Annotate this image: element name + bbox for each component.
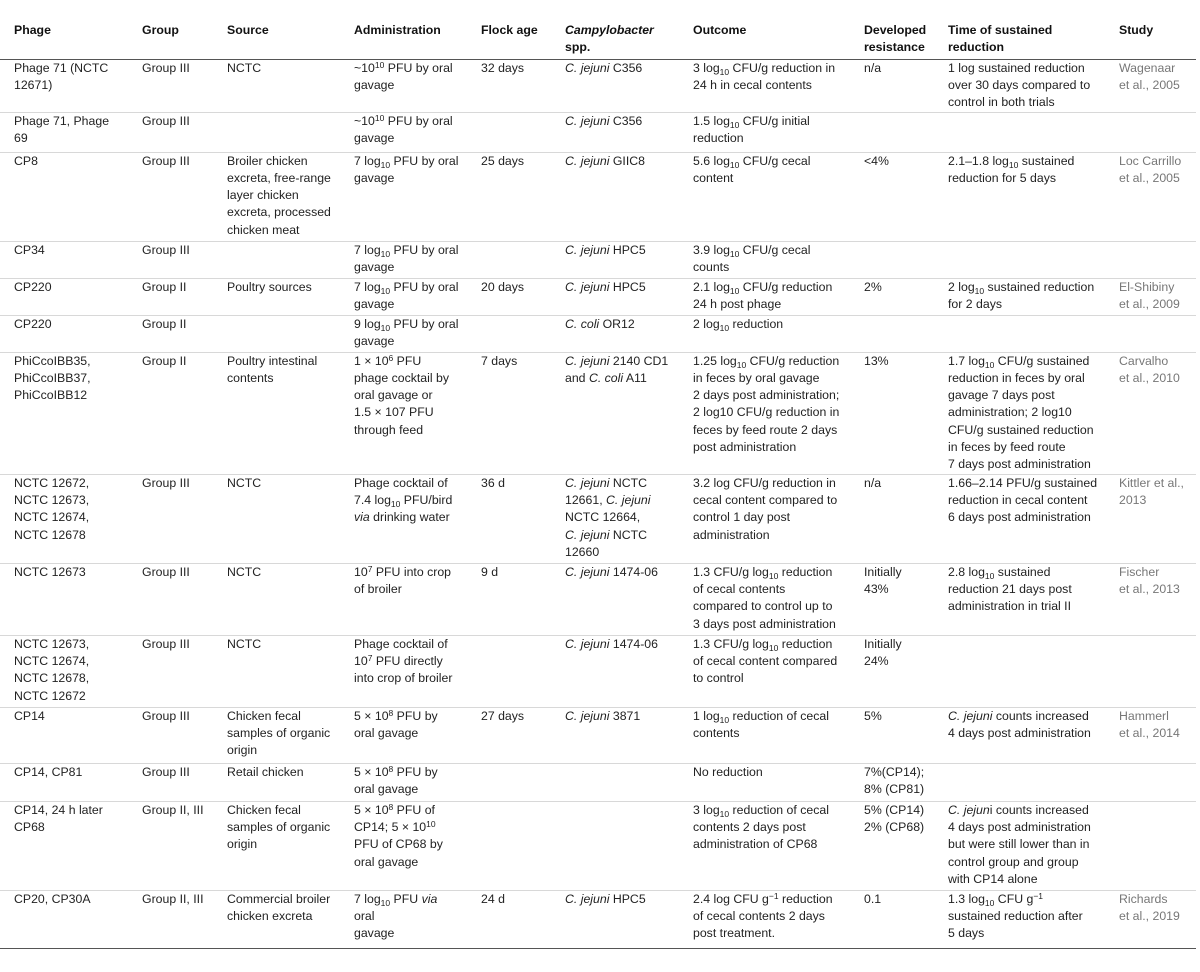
cell-source: NCTC [227, 60, 262, 75]
table-row [0, 112, 1196, 152]
cell-study [1105, 801, 1196, 890]
cell-phage: CP220 [14, 279, 52, 294]
column-header-study: Study [1119, 23, 1154, 37]
cell-outcome: 1.3 CFU/g $\log_{10}$ reduction of cecal content compared to control [693, 636, 838, 686]
table-row [0, 763, 1196, 801]
cell-source: Commercial broiler chicken excreta [227, 891, 331, 923]
header-row [0, 10, 1196, 59]
cell-administration: 9 $\log_{10}$ PFU by oral gavage [354, 316, 459, 348]
cell-administration: 7 $\log_{10}$ PFU by oral gavage [354, 279, 459, 311]
cell-source: NCTC [227, 564, 262, 579]
cell-campylobacter-spp: C. jejuni NCTC 12661, C. jejuni NCTC 12664, C. jejuni NCTC 12660 [565, 475, 651, 559]
cell-phage: CP8 [14, 153, 38, 168]
cell-study: Fischer et al., 2013 [1119, 564, 1180, 596]
cell-study: Wagenaar et al., 2005 [1119, 60, 1180, 92]
cell-flock-age: 20 days [481, 279, 525, 294]
cell-campylobacter-spp [551, 763, 679, 801]
table-row [0, 563, 1196, 635]
cell-campylobacter-spp: C. jejuni HPC5 [565, 242, 646, 257]
cell-flock-age: 32 days [481, 60, 525, 75]
cell-campylobacter-spp: C. jejuni 1474-06 [565, 636, 658, 651]
cell-campylobacter-spp: C. jejuni 3871 [565, 708, 641, 723]
cell-campylobacter-spp: C. jejuni C356 [565, 60, 643, 75]
cell-group: Group III [142, 764, 190, 779]
cell-administration: Phage cocktail of $10^7$ PFU directly into crop of broiler [354, 636, 453, 686]
table-header [0, 10, 1196, 59]
cell-administration: 7 $\log_{10}$ PFU by oral gavage [354, 153, 459, 185]
cell-outcome: 1.3 CFU/g $\log_{10}$ reduction of cecal contents compared to control up to 3 days post administration [693, 564, 836, 631]
cell-study: Hammerl et al., 2014 [1119, 708, 1180, 740]
cell-phage: Phage 71 (NCTC 12671) [14, 60, 109, 92]
column-header-developed-resistance: Developed resistance [864, 23, 927, 55]
cell-outcome: 3.9 $\log_{10} CFU/g$ cecal counts [693, 242, 811, 274]
cell-time-of-sustained-reduction: 1.3 $\log_{10}$ CFU $g^{-1}$ sustained reduction after 5 days [948, 890, 1083, 941]
cell-time-of-sustained-reduction: 2.1–1.8 $\log_{10}$ sustained reduction for 5 days [948, 153, 1075, 185]
cell-group: Group II, III [142, 802, 204, 817]
cell-administration: $5 \times 10^8$ PFU by oral gavage [354, 763, 438, 796]
cell-developed-resistance: 5% [864, 708, 882, 723]
cell-developed-resistance: 2% [864, 279, 882, 294]
cell-flock-age: 24 d [481, 891, 505, 906]
table-row [0, 59, 1196, 112]
cell-developed-resistance: n/a [864, 475, 882, 490]
cell-study [1105, 763, 1196, 801]
cell-administration: $10^7$ PFU into crop of broiler [354, 563, 452, 596]
cell-outcome: 5.6 $\log_{10} CFU/g$ cecal content [693, 153, 811, 185]
cell-group: Group II [142, 279, 187, 294]
cell-group: Group II [142, 316, 187, 331]
cell-developed-resistance: <4% [864, 153, 889, 168]
cell-flock-age [467, 241, 551, 278]
cell-administration: $\sim 10^{10}$ PFU by oral gavage [354, 112, 453, 145]
cell-administration: 7 $\log_{10}$ PFU via oral gavage [354, 891, 438, 941]
cell-campylobacter-spp: C. jejuni HPC5 [565, 891, 646, 906]
cell-campylobacter-spp: C. jejuni HPC5 [565, 279, 646, 294]
cell-flock-age [467, 112, 551, 152]
cell-phage: CP34 [14, 242, 45, 257]
cell-source: Broiler chicken excreta, free-range layer chicken excreta, processed chicken meat [227, 153, 331, 237]
cell-flock-age: 7 days [481, 353, 518, 368]
cell-source: Poultry intestinal contents [227, 353, 318, 385]
cell-developed-resistance: 0.1 [864, 891, 882, 906]
cell-phage: NCTC 12673, NCTC 12674, NCTC 12678, NCTC 12672 [14, 636, 90, 703]
cell-source: Retail chicken [227, 764, 304, 779]
cell-phage: CP14, 24 h later CP68 [14, 802, 103, 834]
table-body [0, 59, 1196, 948]
cell-developed-resistance [850, 315, 934, 352]
cell-group: Group III [142, 564, 190, 579]
cell-developed-resistance: 13% [864, 353, 889, 368]
cell-time-of-sustained-reduction: 1.7 $\log_{10} CFU/g$ sustained reduction in feces by oral gavage 7 days post administration; 2 log10 CFU/g sustained reduction in feces by feed route 7 days post administration [948, 353, 1094, 472]
cell-flock-age: 25 days [481, 153, 525, 168]
cell-administration: $\sim 10^{10}$ PFU by oral gavage [354, 59, 453, 92]
cell-time-of-sustained-reduction: C. jejuni counts increased 4 days post administration [948, 708, 1091, 740]
cell-group: Group III [142, 708, 190, 723]
cell-time-of-sustained-reduction: 1 log sustained reduction over 30 days compared to control in both trials [948, 60, 1091, 110]
cell-phage: Phage 71, Phage 69 [14, 113, 110, 145]
cell-time-of-sustained-reduction [934, 112, 1105, 152]
column-header-administration: Administration [354, 23, 441, 37]
cell-developed-resistance: Initially 24% [864, 636, 902, 668]
cell-time-of-sustained-reduction [934, 635, 1105, 707]
cell-flock-age [467, 801, 551, 890]
cell-study: Carvalho et al., 2010 [1119, 353, 1180, 385]
cell-outcome: 2 $\log_{10}$ reduction [693, 316, 784, 333]
cell-administration: Phage cocktail of 7.4 $\log_{10}$ PFU/bird via drinking water [354, 475, 453, 525]
cell-developed-resistance: Initially 43% [864, 564, 902, 596]
cell-outcome: 2.4 log CFU $g^{-1}$ reduction of cecal contents 2 days post treatment. [693, 890, 833, 941]
table-row [0, 278, 1196, 315]
cell-time-of-sustained-reduction: 2.8 $\log_{10}$ sustained reduction 21 days post administration in trial II [948, 564, 1072, 614]
cell-campylobacter-spp: C. jejuni C356 [565, 113, 643, 128]
cell-developed-resistance [850, 241, 934, 278]
table-row [0, 152, 1196, 241]
cell-study [1105, 112, 1196, 152]
cell-study [1105, 241, 1196, 278]
cell-source: Chicken fecal samples of organic origin [227, 802, 331, 852]
cell-source: Poultry sources [227, 279, 312, 294]
cell-group: Group III [142, 242, 190, 257]
cell-group: Group III [142, 153, 190, 168]
column-header-campylobacter-spp: Campylobacter spp. [565, 23, 654, 55]
column-header-phage: Phage [14, 23, 51, 37]
cell-phage: NCTC 12672, NCTC 12673, NCTC 12674, NCTC 12678 [14, 475, 90, 542]
table-row [0, 890, 1196, 948]
cell-administration: $1 \times 10^6$ PFU phage cocktail by oral gavage or 1.5 × 107 PFU through feed [354, 352, 450, 437]
cell-administration: 7 $\log_{10}$ PFU by oral gavage [354, 242, 459, 274]
cell-flock-age [467, 315, 551, 352]
cell-flock-age [467, 635, 551, 707]
cell-time-of-sustained-reduction [934, 241, 1105, 278]
column-header-time-of-sustained-reduction: Time of sustained reduction [948, 23, 1053, 55]
cell-time-of-sustained-reduction: 1.66–2.14 PFU/g sustained reduction in cecal content 6 days post administration [948, 475, 1098, 525]
cell-group: Group III [142, 113, 190, 128]
column-header-outcome: Outcome [693, 23, 747, 37]
cell-phage: PhiCcoIBB35, PhiCcoIBB37, PhiCcoIBB12 [14, 353, 91, 403]
table-row [0, 801, 1196, 890]
table-row [0, 474, 1196, 563]
cell-outcome: No reduction [693, 764, 763, 779]
cell-source: NCTC [227, 475, 262, 490]
cell-outcome: 1.5 $\log_{10} CFU/g$ initial reduction [693, 113, 810, 145]
cell-flock-age: 9 d [481, 564, 499, 579]
cell-study: El-Shibiny et al., 2009 [1119, 279, 1180, 311]
table-row [0, 241, 1196, 278]
cell-source: NCTC [227, 636, 262, 651]
cell-time-of-sustained-reduction: C. jejuni counts increased 4 days post administration but were still lower than in control group and group with CP14 alone [948, 802, 1091, 886]
table-row [0, 707, 1196, 763]
cell-outcome: 3 $\log_{10} CFU/g$ reduction in 24 h in cecal contents [693, 60, 836, 92]
cell-study: Kittler et al., 2013 [1119, 475, 1184, 507]
column-header-source: Source [227, 23, 269, 37]
cell-flock-age: 36 d [481, 475, 505, 490]
cell-group: Group II [142, 353, 187, 368]
cell-outcome: 3 $\log_{10}$ reduction of cecal contents 2 days post administration of CP68 [693, 802, 829, 852]
cell-source [213, 112, 340, 152]
phage-therapy-table [0, 10, 1196, 949]
table-row [0, 635, 1196, 707]
cell-time-of-sustained-reduction: 2 $\log_{10}$ sustained reduction for 2 days [948, 279, 1095, 311]
cell-phage: CP220 [14, 316, 52, 331]
cell-study [1105, 315, 1196, 352]
cell-campylobacter-spp [551, 801, 679, 890]
cell-time-of-sustained-reduction [934, 763, 1105, 801]
cell-developed-resistance: 5% (CP14) 2% (CP68) [864, 802, 925, 834]
cell-phage: CP14 [14, 708, 45, 723]
cell-campylobacter-spp: C. jejuni GIIC8 [565, 153, 645, 168]
cell-campylobacter-spp: C. jejuni 1474-06 [565, 564, 658, 579]
cell-developed-resistance: n/a [864, 60, 882, 75]
cell-administration: $5 \times 10^8$ PFU by oral gavage [354, 707, 438, 740]
cell-group: Group III [142, 60, 190, 75]
cell-developed-resistance: 7%(CP14); 8% (CP81) [864, 764, 925, 796]
cell-group: Group III [142, 475, 190, 490]
cell-source [213, 315, 340, 352]
cell-phage: NCTC 12673 [14, 564, 86, 579]
cell-outcome: 1.25 $\log_{10} CFU/g$ reduction in feces by oral gavage 2 days post administration; 2 log10 CFU/g reduction in feces by feed route 2 days post administration [693, 353, 840, 455]
cell-study: Richards et al., 2019 [1119, 891, 1180, 923]
column-header-group: Group [142, 23, 179, 37]
cell-source: Chicken fecal samples of organic origin [227, 708, 331, 758]
cell-outcome: 1 $\log_{10}$ reduction of cecal contents [693, 708, 829, 740]
cell-flock-age: 27 days [481, 708, 525, 723]
cell-time-of-sustained-reduction [934, 315, 1105, 352]
cell-outcome: 3.2 log CFU/g reduction in cecal content compared to control 1 day post administration [693, 475, 838, 542]
column-header-flock-age: Flock age [481, 23, 538, 37]
cell-group: Group II, III [142, 891, 204, 906]
cell-phage: CP20, CP30A [14, 891, 91, 906]
cell-administration: $5 \times 10^8$ PFU of CP14; $5 \times 10^{10}$ PFU of CP68 by oral gavage [354, 801, 443, 869]
cell-developed-resistance [850, 112, 934, 152]
cell-campylobacter-spp: C. jejuni 2140 CD1 and C. coli A11 [565, 353, 669, 385]
table-row [0, 315, 1196, 352]
cell-phage: CP14, CP81 [14, 764, 83, 779]
cell-group: Group III [142, 636, 190, 651]
cell-study: Loc Carrillo et al., 2005 [1119, 153, 1182, 185]
cell-campylobacter-spp: C. coli OR12 [565, 316, 635, 331]
cell-flock-age [467, 763, 551, 801]
cell-study [1105, 635, 1196, 707]
table-row [0, 352, 1196, 474]
cell-source [213, 241, 340, 278]
cell-outcome: 2.1 $\log_{10} CFU/g$ reduction 24 h post phage [693, 279, 833, 311]
